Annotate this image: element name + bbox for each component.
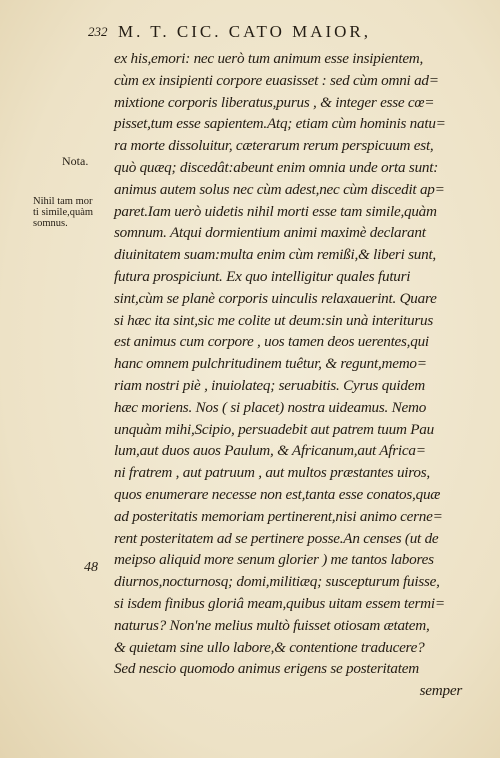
text-line: hæc moriens. Nos ( si placet) nostra uideamus. Nemo xyxy=(114,398,427,416)
text-line: pisset,tum esse sapientem.Atq; etiam cùm hominis natu= xyxy=(114,115,446,133)
text-line: rent posteritatem ad se pertinere posse.An censes (ut de xyxy=(114,529,439,547)
text-line: mixtione corporis liberatus,purus , & integer esse cœ= xyxy=(114,93,435,111)
text-block xyxy=(114,48,470,702)
margin-note-line: somnus. xyxy=(33,218,68,229)
text-line: est animus cum corpore , uos tamen deos uerentes,qui xyxy=(114,333,429,351)
page-number: 232 xyxy=(88,24,108,39)
text-line: hanc omnem pulchritudinem tuêtur, & regunt,memo= xyxy=(114,355,427,373)
text-line: ra morte dissoluitur, cæterarum rerum perspicuum est, xyxy=(114,137,434,155)
text-line: riam nostri piè , inuiolateq; seruabitis. Cyrus quidem xyxy=(114,376,425,394)
text-line: paret.Iam uerò uidetis nihil morti esse tam simile,quàm xyxy=(114,202,437,220)
text-line: animus autem solus nec cùm adest,nec cùm discedit ap= xyxy=(114,180,445,198)
text-line: naturus? Non'ne melius multò fuisset otiosam ætatem, xyxy=(114,616,430,634)
margin-note-nihil xyxy=(33,196,93,229)
text-line: ni fratrem , aut patruum , aut multos præstantes uiros, xyxy=(114,464,430,482)
text-line: diurnos,nocturnosq; domi,militiæq; suscepturum fuisse, xyxy=(114,573,440,591)
catchword: semper xyxy=(419,682,462,700)
page-header xyxy=(88,22,478,46)
text-line: si isdem finibus gloriâ meam,quibus uitam essem termi= xyxy=(114,594,445,612)
text-line: ex his,emori: nec uerò tum animum esse insipientem, xyxy=(114,50,424,67)
text-line: futura prospiciunt. Ex quo intelligitur quales futuri xyxy=(114,267,411,285)
margin-note-line: ti simile,quàm xyxy=(33,207,94,218)
text-line: diuinitatem suam:multa enim cùm remißi,& liberi sunt, xyxy=(114,246,436,264)
text-line: sint,cùm se planè corporis uinculis relaxauerint. Quare xyxy=(114,289,437,307)
text-line: si hæc ita sint,sic me colite ut deum:sin unà interiturus xyxy=(114,311,434,329)
text-line: lum,aut duos auos Paulum, & Africanum,aut Africa= xyxy=(114,442,426,460)
margin-note-line: Nihil tam mor xyxy=(33,196,93,207)
text-line: ad posteritatis memoriam pertinerent,nisi animo cerne= xyxy=(114,507,443,525)
margin-note-nota: Nota. xyxy=(62,154,89,168)
text-line: somnum. Atqui dormientium animi maximè declarant xyxy=(114,224,426,242)
text-line: quò quæq; discedât:abeunt enim omnia unde orta sunt: xyxy=(114,158,439,176)
text-line: & quietam sine ullo labore,& contentione traducere? xyxy=(114,638,425,656)
running-title: M. T. CIC. CATO MAIOR, xyxy=(118,22,372,41)
margin-section-number: 48 xyxy=(84,560,98,575)
text-line: unquàm mihi,Scipio, persuadebit aut patrem tuum Pau xyxy=(114,420,434,438)
text-line: cùm ex insipienti corpore euasisset : sed cùm omni ad= xyxy=(114,71,439,89)
text-line: meipso aliquid more senum glorier ) me tantos labores xyxy=(114,551,434,569)
text-line: Sed nescio quomodo animus erigens se posteritatem xyxy=(114,660,419,678)
text-line: quos enumerare necesse non est,tanta esse conatos,quæ xyxy=(114,485,441,503)
